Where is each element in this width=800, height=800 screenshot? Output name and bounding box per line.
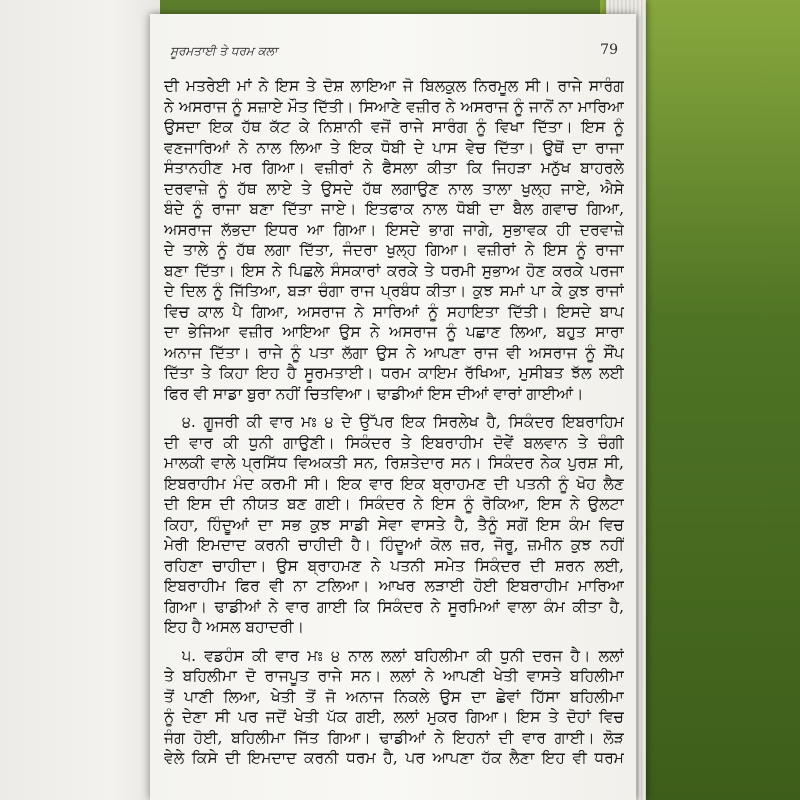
paragraph-gap <box>164 404 624 412</box>
paragraph <box>164 646 624 769</box>
text-line: ਗਿਆ। ਢਾਡੀਆਂ ਨੇ ਵਾਰ ਗਾਈ ਕਿ ਸਿਕੰਦਰ ਨੇ ਸੂਰਮਿਆਂ ਵਾਲਾ ਕੰਮ ਕੀਤਾ ਹੈ, <box>164 597 624 616</box>
text-line: ਨੂੰ ਦੇਣਾ ਸੀ ਪਰ ਜਦੋਂ ਖੇਤੀ ਪੱਕ ਗਈ, ਲਲਾਂ ਮੁਕਰ ਗਿਆ। ਇਸ ਤੇ ਦੋਹਾਂ ਵਿਚ <box>164 708 624 726</box>
text-line: ਜੰਗ ਹੋਈ, ਬਹਿਲੀਮਾ ਜਿੱਤ ਗਿਆ। ਢਾਡੀਆਂ ਨੇ ਇਹਨਾਂ ਦੀ ਵਾਰ ਗਾਈ। ਲੋੜ <box>164 728 624 747</box>
text-line: ਸੰਤਾਨਹੀਣ ਮਰ ਗਿਆ। ਵਜ਼ੀਰਾਂ ਨੇ ਫੈਸਲਾ ਕੀਤਾ ਕਿ ਜਿਹੜਾ ਮਨੁੱਖ ਬਾਹਰਲੇ <box>164 159 624 177</box>
text-line: ੫. ਵਡਹੰਸ ਕੀ ਵਾਰ ਮਃ ੪ ਨਾਲ ਲਲਾਂ ਬਹਿਲੀਮਾ ਕੀ ਧੁਨੀ ਦਰਜ ਹੈ। ਲਲਾਂ <box>182 646 624 665</box>
paragraph <box>164 412 624 638</box>
body-text <box>164 76 624 769</box>
text-line: ਦੇ ਦਿਲ ਨੂੰ ਜਿੱਤਿਆ, ਬੜਾ ਚੰਗਾ ਰਾਜ ਪ੍ਰਬੰਧ ਕੀਤਾ। ਕੁਝ ਸਮਾਂ ਪਾ ਕੇ ਕੁਝ ਰਾਜਾਂ <box>164 282 624 300</box>
text-line: ਦੀ ਇਸ ਦੀ ਨੀਯਤ ਬਣ ਗਈ। ਸਿਕੰਦਰ ਨੇ ਇਸ ਨੂੰ ਰੋਕਿਆ, ਇਸ ਨੇ ਉਲਟਾ <box>164 495 624 513</box>
text-line: ਉਸਦਾ ਇਕ ਹੱਥ ਕੱਟ ਕੇ ਨਿਸ਼ਾਨੀ ਵਜੋਂ ਰਾਜੇ ਸਾਰੰਗ ਨੂੰ ਵਿਖਾ ਦਿੱਤਾ। ਇਸ ਨੂੰ <box>164 118 624 136</box>
text-line: ਵੇਲੇ ਕਿਸੇ ਦੀ ਇਮਦਾਦ ਕਰਨੀ ਧਰਮ ਹੈ, ਪਰ ਆਪਣਾ ਹੱਕ ਲੈਣਾ ਇਹ ਵੀ ਧਰਮ <box>164 749 624 767</box>
running-head: ਸੂਰਮਤਾਈ ਤੇ ਧਰਮ ਕਲਾ <box>170 44 278 58</box>
paragraph <box>164 76 624 404</box>
text-line: ਦਰਵਾਜ਼ੇ ਨੂੰ ਹੱਥ ਲਾਏ ਤੇ ਉਸਦੇ ਹੱਥ ਲਗਾਉਣ ਨਾਲ ਤਾਲਾ ਖੁਲ੍ਹ ਜਾਏ, ਐਸੇ <box>164 179 624 198</box>
text-line: ਬਣਾ ਦਿੱਤਾ। ਇਸ ਨੇ ਪਿਛਲੇ ਸੰਸਕਾਰਾਂ ਕਰਕੇ ਤੇ ਧਰਮੀ ਸੁਭਾਅ ਹੋਣ ਕਰਕੇ ਪਰਜਾ <box>164 261 624 280</box>
text-line: ਬੰਦੇ ਨੂੰ ਰਾਜਾ ਬਣਾ ਦਿੱਤਾ ਜਾਏ। ਇਤਫਾਕ ਨਾਲ ਧੋਬੀ ਦਾ ਬੈਲ ਗਵਾਚ ਗਿਆ, <box>164 200 624 218</box>
paragraph-gap <box>164 638 624 646</box>
text-line: ਤੇ ਬਹਿਲੀਮਾ ਦੋ ਰਾਜਪੂਤ ਰਾਜੇ ਸਨ। ਲਲਾਂ ਨੇ ਆਪਣੀ ਖੇਤੀ ਵਾਸਤੇ ਬਹਿਲੀਮਾ <box>164 667 624 685</box>
page-number: 79 <box>600 42 618 58</box>
book-page <box>150 14 636 800</box>
text-line: ਅਸਰਾਜ ਲੱਭਦਾ ਇਧਰ ਆ ਗਿਆ। ਇਸਦੇ ਭਾਗ ਜਾਗੇ, ਸੁਭਾਵਕ ਹੀ ਦਰਵਾਜ਼ੇ <box>164 220 624 239</box>
text-line: ਫਿਰ ਵੀ ਸਾਡਾ ਬੁਰਾ ਨਹੀਂ ਚਿਤਵਿਆ। ਢਾਡੀਆਂ ਇਸ ਦੀਆਂ ਵਾਰਾਂ ਗਾਈਆਂ। <box>164 384 584 403</box>
text-line: ਵਿਚ ਕਾਲ ਪੈ ਗਿਆ, ਅਸਰਾਜ ਨੇ ਸਾਰਿਆਂ ਨੂੰ ਸਹਾਇਤਾ ਦਿੱਤੀ। ਇਸਦੇ ਬਾਪ <box>164 302 624 321</box>
text-line: ੪. ਗੂਜਰੀ ਕੀ ਵਾਰ ਮਃ ੪ ਦੇ ਉੱਪਰ ਇਕ ਸਿਰਲੇਖ ਹੈ, ਸਿਕੰਦਰ ਇਬਰਾਹਿਮ <box>182 413 624 431</box>
text-line: ਦੀ ਮਤਰੇਈ ਮਾਂ ਨੇ ਇਸ ਤੇ ਦੋਸ਼ ਲਾਇਆ ਜੋ ਬਿਲਕੁਲ ਨਿਰਮੂਲ ਸੀ। ਰਾਜੇ ਸਾਰੰਗ <box>164 77 624 95</box>
text-line: ਨੇ ਅਸਰਾਜ ਨੂੰ ਸਜ਼ਾਏ ਮੌਤ ਦਿੱਤੀ। ਸਿਆਣੇ ਵਜ਼ੀਰ ਨੇ ਅਸਰਾਜ ਨੂੰ ਜਾਨੋਂ ਨਾ ਮਾਰਿਆ <box>164 97 624 116</box>
text-line: ਇਬਰਾਹੀਮ ਮੰਦ ਕਰਮੀ ਸੀ। ਇਕ ਵਾਰ ਇਕ ਬ੍ਰਾਹਮਣ ਦੀ ਪਤਨੀ ਨੂੰ ਖੋਹ ਲੈਣ <box>164 474 624 493</box>
text-line: ਮੇਰੀ ਇਮਦਾਦ ਕਰਨੀ ਚਾਹੀਦੀ ਹੈ। ਹਿੰਦੂਆਂ ਕੋਲ ਜ਼ਰ, ਜੋਰੂ, ਜ਼ਮੀਨ ਕੁਝ ਨਹੀਂ <box>164 536 624 554</box>
text-line: ਮਾਲਕੀ ਵਾਲੇ ਪ੍ਰਸਿੱਧ ਵਿਅਕਤੀ ਸਨ, ਰਿਸ਼ਤੇਦਾਰ ਸਨ। ਸਿਕੰਦਰ ਨੇਕ ਪੁਰਸ਼ ਸੀ, <box>164 454 624 472</box>
text-line: ਕਿਹਾ, ਹਿੰਦੂਆਂ ਦਾ ਸਭ ਕੁਝ ਸਾਡੀ ਸੇਵਾ ਵਾਸਤੇ ਹੈ, ਤੈਨੂੰ ਸਗੋਂ ਇਸ ਕੰਮ ਵਿਚ <box>164 515 624 534</box>
text-line: ਵਣਜਾਰਿਆਂ ਨੇ ਨਾਲ ਲਿਆ ਤੇ ਇਕ ਧੋਬੀ ਦੇ ਪਾਸ ਵੇਚ ਦਿੱਤਾ। ਉਥੋਂ ਦਾ ਰਾਜਾ <box>164 138 624 157</box>
text-line: ਇਹ ਹੈ ਅਸਲ ਬਹਾਦਰੀ। <box>164 618 305 636</box>
text-line: ਦਾ ਭੇਜਿਆ ਵਜ਼ੀਰ ਆਇਆ ਉਸ ਨੇ ਅਸਰਾਜ ਨੂੰ ਪਛਾਣ ਲਿਆ, ਬਹੁਤ ਸਾਰਾ <box>164 323 624 341</box>
text-line: ਰਹਿਣਾ ਚਾਹੀਦਾ। ਉਸ ਬ੍ਰਾਹਮਣ ਨੇ ਪਤਨੀ ਸਮੇਤ ਸਿਕੰਦਰ ਦੀ ਸ਼ਰਨ ਲਈ, <box>164 556 624 575</box>
text-line: ਇਬਰਾਹੀਮ ਫਿਰ ਵੀ ਨਾ ਟਲਿਆ। ਆਖਰ ਲੜਾਈ ਹੋਈ ਇਬਰਾਹੀਮ ਮਾਰਿਆ <box>164 577 624 595</box>
text-line: ਦੇ ਤਾਲੇ ਨੂੰ ਹੱਥ ਲਗਾ ਦਿੱਤਾ, ਜੰਦਰਾ ਖੁਲ੍ਹ ਗਿਆ। ਵਜ਼ੀਰਾਂ ਨੇ ਇਸ ਨੂੰ ਰਾਜਾ <box>164 241 624 259</box>
text-line: ਅਨਾਜ ਦਿੱਤਾ। ਰਾਜੇ ਨੂੰ ਪਤਾ ਲੱਗਾ ਉਸ ਨੇ ਆਪਣਾ ਰਾਜ ਵੀ ਅਸਰਾਜ ਨੂੰ ਸੌਂਪ <box>164 343 624 362</box>
background-left <box>0 0 160 800</box>
text-line: ਤੋਂ ਪਾਣੀ ਲਿਆ, ਖੇਤੀ ਤੋਂ ਜੋ ਅਨਾਜ ਨਿਕਲੇ ਉਸ ਦਾ ਛੇਵਾਂ ਹਿੱਸਾ ਬਹਿਲੀਮਾ <box>164 687 624 706</box>
text-line: ਦੀ ਵਾਰ ਕੀ ਧੁਨੀ ਗਾਉਣੀ। ਸਿਕੰਦਰ ਤੇ ਇਬਰਾਹੀਮ ਦੋਵੇਂ ਬਲਵਾਨ ਤੇ ਚੰਗੀ <box>164 433 624 452</box>
text-line: ਦਿੱਤਾ ਤੇ ਕਿਹਾ ਇਹ ਹੈ ਸੂਰਮਤਾਈ। ਧਰਮ ਕਾਇਮ ਰੱਖਿਆ, ਮੁਸੀਬਤ ਝੱਲ ਲਈ <box>164 364 624 382</box>
page-header <box>170 40 618 64</box>
